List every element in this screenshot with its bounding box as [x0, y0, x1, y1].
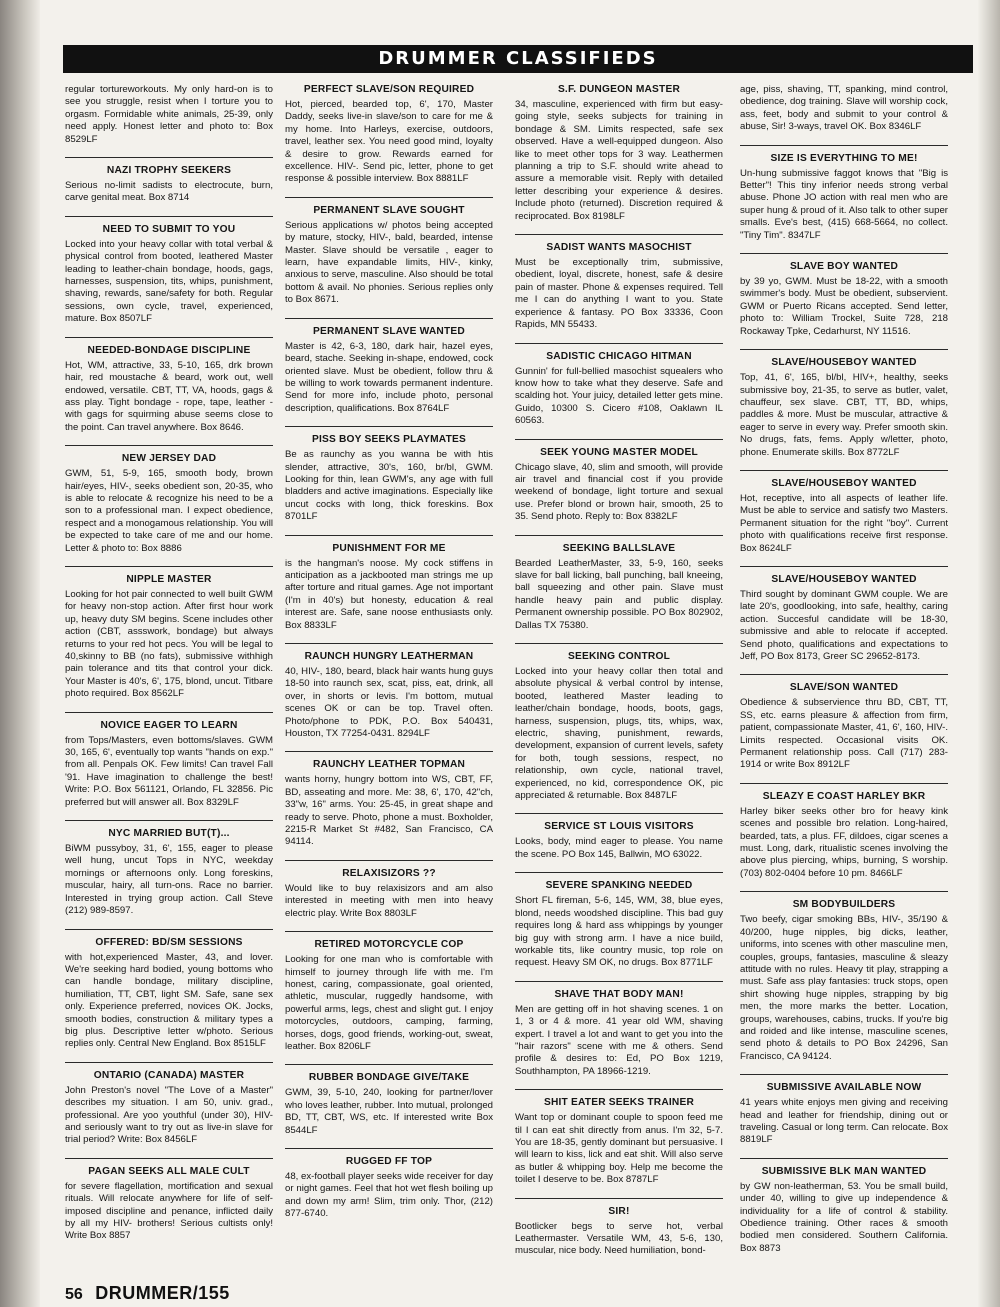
classified-ad [740, 470, 948, 555]
classified-ad [285, 751, 493, 848]
ad-title: SEVERE SPANKING NEEDED [545, 880, 693, 892]
ad-title: PUNISHMENT FOR ME [332, 542, 446, 554]
classified-ad [515, 234, 723, 331]
classified-ad [515, 1198, 723, 1258]
classified-ad [285, 426, 493, 523]
ad-title: SLAVE BOY WANTED [789, 261, 899, 273]
ad-title: SUBMISSIVE BLK MAN WANTED [761, 1165, 927, 1177]
ad-title: SLAVE/SON WANTED [789, 682, 899, 694]
ad-title: RUGGED FF TOP [345, 1155, 433, 1167]
ad-title: ONTARIO (CANADA) MASTER [93, 1069, 245, 1081]
column-1 [65, 84, 273, 1269]
ad-title: NOVICE EAGER TO LEARN [100, 719, 238, 731]
ad-title: S.F. DUNGEON MASTER [557, 84, 681, 95]
ad-title: PERFECT SLAVE/SON REQUIRED [303, 84, 475, 95]
ad-body: Two beefy, cigar smoking BBs, HIV-, 35/190 & 40/200, huge nipples, big dicks, leather, uniforms, into scenes with other masculine men, couples, groups, fantasies, masculine & sleazy attitude with no rules. Heavy tit play, strapping a must. Safe ass play fantasies: truck stops, open shirt showing huge nipples, strapping by big men, the more marks the better. Location, groups, warehouses, cabins, trucks. If you're big and roided and like intense, masculine scenes, send photo & details to PO Box 24296, San Francisco, CA 94124. [740, 914, 948, 1062]
classified-ad [740, 891, 948, 1063]
classified-ad [740, 1074, 948, 1147]
classified-ad [285, 1148, 493, 1221]
page-title: DRUMMER CLASSIFIEDS [378, 48, 658, 69]
classified-ad [65, 157, 273, 205]
magazine-issue: DRUMMER/155 [95, 1283, 230, 1303]
classified-ad [515, 872, 723, 969]
ad-body: age, piss, shaving, TT, spanking, mind control, obedience, dog training. Slave will worship cock, ass, feet, body and submit to your control & abuse, Sir! 3-ways, travel OK. Box 8346LF [740, 84, 948, 133]
ad-body: with hot,experienced Master, 43, and lover. We're seeking hard bodied, young bottoms who can handle bondage, military discipline, humiliation, TT, CBT, light SM. Safe, sane sex only. Experience preferred, novices OK. Jocks, smooth bodies, construction & military types a big plus. Descriptive letter w/photo. Serious replies only. Central New England. Box 8515LF [65, 951, 273, 1050]
page-right-edge [978, 0, 1000, 1307]
ad-body: from Tops/Masters, even bottoms/slaves. GWM 30, 165, 6', eventually top wants "hands on exp." from all. Penpals OK. Few limits! Can travel Fall '91. Have imagination to challenge the best! Write: P.O. Box 561121, Orlando, FL 32856. Pic preferred but will answer all. Box 8329LF [65, 734, 273, 808]
ad-body: Un-hung submissive faggot knows that "Big is Better"! This tiny inferior needs strong verbal abuse. Phone JO action with real men who are super hung & proud of it. Also talk to other super smalls. Eve's best, (415) 668-5664, no collect. "Tiny Tim". 8347LF [740, 167, 948, 241]
ad-body: Looks, body, mind eager to please. You name the scene. PO Box 145, Ballwin, MO 63022. [515, 836, 723, 860]
ad-title: RUBBER BONDAGE GIVE/TAKE [308, 1072, 470, 1084]
ad-body: Chicago slave, 40, slim and smooth, will provide air travel and financial cost if you provide weekend of bondage, light torture and sexual use. Prefer blond or brown hair, smooth, 25 to 35. Send photo. Reply to: Box 8382LF [515, 461, 723, 523]
classified-ad [515, 343, 723, 428]
ad-title: NEED TO SUBMIT TO YOU [102, 223, 236, 235]
classified-ad [65, 216, 273, 326]
ad-title: SHAVE THAT BODY MAN! [554, 988, 684, 1000]
ad-body: 34, masculine, experienced with firm but easy-going style, seeks subjects for training in bondage & SM. Limits respected, safe sex observed. Have a well-equipped dungeon. Also like to meet other tops for 3 way. Leathermen planning a trip to S.F. should write ahead to assure a memorable visit. Reply with detailed letter describing your experience & desires. Include photo (returned). Discretion required & reciprocated. Box 8198LF [515, 99, 723, 222]
classified-ad [515, 535, 723, 632]
page-binding-edge [0, 0, 40, 1307]
ad-body: Locked into your heavy collar with total verbal & physical control from booted, leathered Master leading to leather-chain bondage, hoods, gags, harnesses, suspension, tits, whips, punishment, shaving, rewards, sane/safety for both. Regular sessions, own cycle, travel, experienced, mature. Box 8507LF [65, 238, 273, 325]
ad-body: 48, ex-football player seeks wide receiver for day or night games. Feel that hot wet flesh boiling up and down my arm! Slim, trim only. Thor, (212) 877-6740. [285, 1170, 493, 1220]
column-3 [515, 84, 723, 1269]
classified-ad [740, 566, 948, 663]
ad-title: RELAXISIZORS ?? [342, 867, 436, 879]
ad-title: SHIT EATER SEEKS TRAINER [543, 1097, 695, 1109]
ad-title: NAZI TROPHY SEEKERS [106, 165, 232, 177]
ad-body: Looking for hot pair connected to well built GWM for heavy non-stop action. After first hour work up, heavy duty SM begins. Scene includes other action (CBT, assswork, bondage) but always returns to your red hot pecs. You will be legal to 40,skinny to BB (no fats), submissive withhigh pain tolerance and tits that control your dick. Your Master is 40's, 6', 175, blond, uncut. Titbare photo required. Box 8562LF [65, 588, 273, 700]
page-number: 56 [65, 1286, 83, 1303]
column-4 [740, 84, 948, 1269]
ad-body: GWM, 39, 5-10, 240, looking for partner/lover who loves leather, rubber. Into mutual, prolonged BD, TT, CBT, WS, etc. If interested write Box 8544LF [285, 1087, 493, 1136]
ad-body: by GW non-leatherman, 53. You be small build, under 40, willing to give up independence & individuality for a life of control & stability. Obedience training. Other races & smooth bodied men considered. Southern California. Box 8873 [740, 1180, 948, 1254]
classified-ad [65, 1158, 273, 1243]
ad-body: wants horny, hungry bottom into WS, CBT, FF, BD, asseating and more. Me: 38, 6', 170, 42"ch, 33"w, 16" arms. You: 25-45, in great shape and ready to serve. Photo, phone a must. Boxholder, 2215-R Market St #482, San Francisco, CA 94114. [285, 774, 493, 848]
ad-body: 40, HIV-, 180, beard, black hair wants hung guys 18-50 into raunch sex, scat, piss, eat, drink, all over, in shorts or levis. I'm bottom, mutual scenes OK or can be top. Travel often. Photo/phone to PDK, P.O. Box 540431, Houston, TX 77254-0431. 8294LF [285, 666, 493, 740]
ad-title: PISS BOY SEEKS PLAYMATES [311, 434, 467, 446]
classified-ad [285, 84, 493, 186]
ad-title: SEEKING BALLSLAVE [562, 542, 676, 554]
ad-title: RAUNCHY LEATHER TOPMAN [312, 759, 466, 771]
ad-title: PAGAN SEEKS ALL MALE CULT [88, 1165, 250, 1177]
ad-body: Hot, WM, attractive, 33, 5-10, 165, drk brown hair, red moustache & beard, work out, well endowed, versatile. CBT, TT, VA, hoods, gags & ass play. Tight bondage - rope, tape, leather - with gags for squirming abuse seems close to the point. Can travel anywhere. Box 8646. [65, 359, 273, 433]
classified-ad [740, 674, 948, 771]
ad-title: PERMANENT SLAVE WANTED [313, 325, 465, 337]
ad-body: Hot, pierced, bearded top, 6', 170, Master Daddy, seeks live-in slave/son to care for me & my home. Into Harleys, exercise, outdoors, travel, leather sex. You need good mind, loyalty & desire to grow. Rewards earned for excellence. HIV-. Send pic, letter, phone to get response & possible interview. Box 8881LF [285, 99, 493, 185]
classified-ad [285, 535, 493, 632]
ad-body: Master is 42, 6-3, 180, dark hair, hazel eyes, beard, stache. Seeking in-shape, endowed, cock oriented slave. Must be obedient, follow thru & be willing to work towards permanent indenture. Send for more info, include photo, personal description, qualifications. Box 8764LF [285, 340, 493, 414]
ad-title: SIZE IS EVERYTHING TO ME! [770, 152, 918, 164]
ad-body: Hot, receptive, into all aspects of leather life. Must be able to service and satisfy two Masters. Permanent situation for the right "boy". Current photo with qualifications receive first response. Box 8624LF [740, 492, 948, 554]
ad-body: regular tortureworkouts. My only hard-on is to see you struggle, resist when I torture you to orgasm. Formidable white animals, 25-39, only need apply. Honest letter and photo to: Box 8529LF [65, 84, 273, 145]
classified-ad [285, 197, 493, 307]
classified-ad [65, 1062, 273, 1147]
classified-ad [65, 566, 273, 701]
column-2 [285, 84, 493, 1269]
ad-title: NYC MARRIED BUT(T)... [108, 828, 230, 840]
classified-ad [515, 981, 723, 1078]
ad-title: PERMANENT SLAVE SOUGHT [313, 204, 465, 216]
ad-body: Serious no-limit sadists to electrocute, burn, carve genital meat. Box 8714 [65, 180, 273, 204]
ad-body: BiWM pussyboy, 31, 6', 155, eager to please well hung, uncut Tops in NYC, weekday mornings or afternoons only. Long foreskins, muscular, hairy, all turn-ons. Race no barrier. Interested in trying group action. Call Steve (212) 989-8597. [65, 843, 273, 917]
page-footer [65, 1283, 230, 1304]
ad-body: John Preston's novel "The Love of a Master" describes my situation. I am 50, univ. grad., professional. Are yoo youthful (under 30), HIV- and seriously want to try out as live-in slave for trial period? Write: Box 8456LF [65, 1084, 273, 1146]
ad-body: is the hangman's noose. My cock stiffens in anticipation as a jackbooted man strings me up after torture and ritual games. Age not important (I'm in 40's) but honesty, education & real interest are. Safe, sane noose enthusiasts only. Box 8833LF [285, 557, 493, 631]
classified-ad [285, 860, 493, 920]
ad-body: for severe flagellation, mortification and sexual rituals. Will relocate anywhere for life of self-imposed discipline and penance, inflicted daily by all my HIV- brothers! Serious cultists only! Write Box 8857 [65, 1180, 273, 1242]
classified-ad [740, 783, 948, 880]
ad-body: Men are getting off in hot shaving scenes. 1 on 1, 3 or 4 & more. 41 year old WM, shaving expert. I travel a lot and want to get you into the "hair razors" scene with me & others. Send profile & desires to: Ed, PO Box 1219, Southhampton, PA 18966-1219. [515, 1003, 723, 1077]
ad-title: SIR! [608, 1205, 630, 1217]
ad-body: Serious applications w/ photos being accepted by mature, stocky, HIV-, bald, bearded, intense Master. Slave should be versatile , eager to learn, have expandable limits, HIV-, kinky, anxious to serve, masculine. Also should be total bottom & avail. No phonies. Serious replies only to Box 8671. [285, 219, 493, 306]
ad-body: Would like to buy relaxisizors and am also interested in meeting with men into heavy electric play. Write Box 8803LF [285, 882, 493, 919]
ad-title: SLAVE/HOUSEBOY WANTED [771, 477, 917, 489]
classified-ad [65, 712, 273, 809]
classified-ad [65, 929, 273, 1051]
ad-body: Top, 41, 6', 165, bl/bl, HIV+, healthy, seeks submissive boy, 21-35, to serve as butler, valet, chauffeur, sex slave. CBT, TT, BD, whips, paddles & more. Must be muscular, attractive & eager to serve in every way. Prefer smooth skin. No drugs, fats, fems. Apply w/letter, photo, phone. Enumerate skills. Box 8772LF [740, 372, 948, 458]
ad-body: by 39 yo, GWM. Must be 18-22, with a smooth swimmer's body. Must be obedient, subservient. GWM or Puerto Ricans accepted. Send letter, photo to: William Trockel, Suite 728, 218 Rockaway Tpke, Cedarhurst, NY 11516. [740, 276, 948, 337]
ad-title: RAUNCH HUNGRY LEATHERMAN [304, 651, 474, 662]
ad-title: NIPPLE MASTER [126, 573, 212, 585]
classified-ad [740, 349, 948, 459]
ad-body: Bearded LeatherMaster, 33, 5-9, 160, seeks slave for ball licking, ball punching, ball kneeing, ball squeezing and other pain. Slave must handle heavy pain and public display. Permanent ownership possible. PO Box 802902, Dallas TX 75380. [515, 557, 723, 631]
ad-title: SLAVE/HOUSEBOY WANTED [771, 573, 917, 585]
ad-title: SADIST WANTS MASOCHIST [546, 242, 692, 254]
ad-body: GWM, 51, 5-9, 165, smooth body, brown hair/eyes, HIV-, seeks obedient son, 20-35, who is able to relocate & recognize his need to be a son to a professional man. I expect obedience, respect and a monogamous relationship. You will be expected to take care of me and our home. Letter & photo to: Box 8886 [65, 468, 273, 554]
ad-body: Third sought by dominant GWM couple. We are late 20's, goodlooking, into safe, healthy, caring action. Succesful candidate will be 18-30, submissive and able to relocate if accepted. Send photo, qualifications and expectations to Jeff, PO Box 8173, Greer SC 29652-8173. [740, 588, 948, 662]
ad-body: 41 years white enjoys men giving and receiving head and leather for friendship, dining out or traveling. Casual or long term. Can relocate. Box 8819LF [740, 1097, 948, 1146]
ad-body: Obedience & subservience thru BD, CBT, TT, SS, etc. earns pleasure & affection from firm, patient, compassionate Master, 41, 6', 160, HIV-. Limits respected. Occasional visits OK. Permanent relationship poss. Call (717) 283-1914 or write Box 8912LF [740, 697, 948, 771]
classified-ad [740, 1158, 948, 1255]
ad-body: Want top or dominant couple to spoon feed me til I can eat shit directly from anus. I'm 32, 5-7. You are 18-35, gently dominant but persuasive. I will learn to kiss, lick and eat shit. Will also serve as butler & whipping boy. Help me become the toilet I deserve to be. Box 8787LF [515, 1112, 723, 1186]
classified-ad [515, 1089, 723, 1186]
classified-ad [515, 643, 723, 802]
classified-ad [285, 1064, 493, 1137]
ad-title: SLEAZY E COAST HARLEY BKR [762, 790, 926, 802]
classified-ad [285, 931, 493, 1053]
ad-title: SLAVE/HOUSEBOY WANTED [771, 357, 917, 369]
ad-title: SEEKING CONTROL [567, 651, 671, 662]
ad-title: RETIRED MOTORCYCLE COP [314, 939, 464, 951]
classified-ad [65, 820, 273, 917]
ad-title: SADISTIC CHICAGO HITMAN [546, 350, 692, 362]
classified-ad [740, 145, 948, 242]
ad-title: SM BODYBUILDERS [792, 899, 896, 911]
classified-ad [515, 84, 723, 223]
ad-body: Locked into your heavy collar then total and absolute physical & verbal control by intense, booted, leathered Master leading to leather/chain bondage, hoods, boots, gags, harness, suspension, plugs, tits, whips, wax, electric, shaving, punishment, rewards, development, expansion of current levels, safety for both, tough sessions, respect, no relationship, own cycle, national travel, experienced, no kid, correspondence OK, pic appreciated & returnable. Box 8487LF [515, 666, 723, 802]
ad-title: NEW JERSEY DAD [121, 453, 217, 465]
ad-body: Looking for one man who is comfortable with himself to journey through life with me. I'm honest, caring, compassionate, goal oriented, athletic, muscular, ruggedly handsome, with powerful arms, legs, chest and slight gut. I enjoy motorcycles, outdoors, camping, farming, horses, dogs, good friends, working-out, sweat, leather. Box 8206LF [285, 954, 493, 1052]
header-bar [63, 45, 973, 73]
ad-body: Short FL fireman, 5-6, 145, WM, 38, blue eyes, blond, needs woodshed discipline. This bad guy requires long & hard ass whippings by younger big guy with strong arm. I have a nice build, workable tits, like country music, top role on request. Heavy SM OK, no drugs. Box 8771LF [515, 895, 723, 969]
classified-ad [740, 253, 948, 338]
classified-ad [740, 84, 948, 134]
magazine-page [40, 0, 978, 1307]
classified-ad [65, 445, 273, 555]
classified-ad [515, 813, 723, 861]
classified-ad [515, 439, 723, 524]
ad-title: NEEDED-BONDAGE DISCIPLINE [87, 344, 251, 356]
ad-title: SERVICE ST LOUIS VISITORS [544, 821, 694, 833]
ad-title: SEEK YOUNG MASTER MODEL [540, 446, 698, 458]
ad-body: Harley biker seeks other bro for heavy kink scenes and possible bro relation. Long-haired, bearded, tats, a plus. FF, dildoes, cigar scenes a must. Long, dark, ritualistic scenes involving the above plus piercing, whips, burning, S worship. (703) 802-0404 before 10 pm. 8466LF [740, 805, 948, 879]
ad-body: Be as raunchy as you wanna be with htis slender, attractive, 30's, 160, br/bl, GWM. Looking for thin, lean GWM's, any age with full bladders and active imaginations. Especially like uncut cocks with long, thick foreskins. Box 8701LF [285, 449, 493, 523]
classified-ad [285, 318, 493, 415]
classified-ad [65, 84, 273, 146]
ad-body: Must be exceptionally trim, submissive, obedient, loyal, discrete, honest, safe & desire pain of master. Phone & expenses required. Tell me I can do anything I want to you. State experience & fantasy. PO Box 33336, Coon Rapids, MN 55433. [515, 257, 723, 331]
ad-body: Bootlicker begs to serve hot, verbal Leathermaster. Versatile WM, 43, 5-6, 130, muscular, nice body. Need humiliation, bond- [515, 1220, 723, 1257]
classified-ad [285, 643, 493, 740]
ad-body: Gunnin' for full-bellied masochist squealers who know how to take what they deserve. Safe and scalding hot. Your juicy, detailed letter gets mine. Guido, 10300 S. Cicero #108, Oaklawn IL 60563. [515, 365, 723, 427]
ad-title: OFFERED: BD/SM SESSIONS [95, 936, 243, 948]
ad-title: SUBMISSIVE AVAILABLE NOW [766, 1082, 922, 1094]
classified-ad [65, 337, 273, 434]
